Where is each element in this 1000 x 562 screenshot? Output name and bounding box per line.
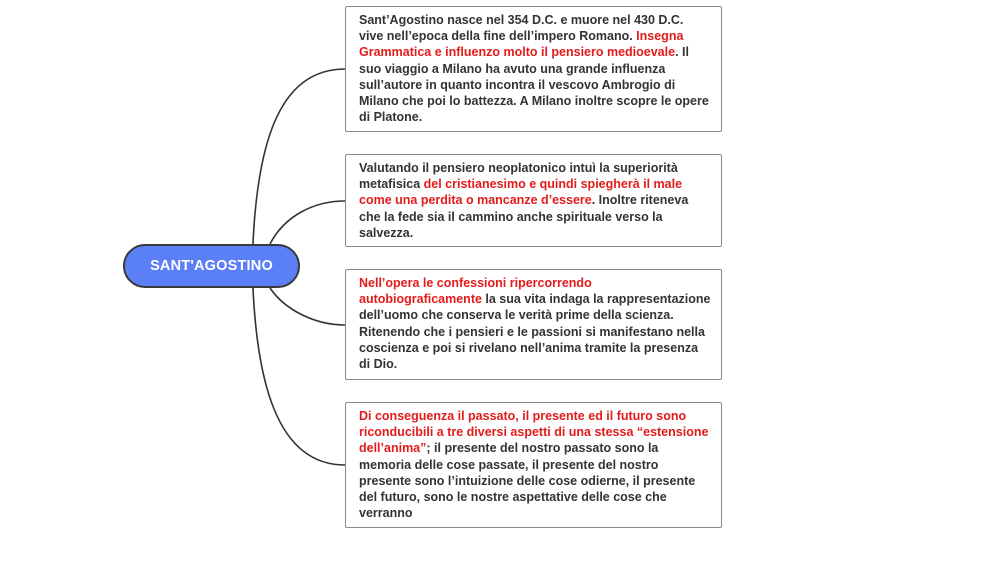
central-topic-node[interactable] [123,244,300,288]
topic-4-highlight: Di conseguenza il passato, il presente ed il futuro sono riconducibili a tre diversi aspetti di una stessa “estensione dell’anima” [359,409,709,456]
topic-2-highlight: del cristianesimo e quindi spiegherà il male come una perdita o mancanze d’essere [359,177,683,208]
topic-1-segment: . Il suo viaggio a Milano ha avuto una grande influenza sull’autore in quanto incontra il vescovo Ambrogio di Milano che poi lo battezza. A Milano inoltre scopre le opere di Platone. [359,45,709,125]
connector-3 [270,288,345,325]
topic-text-2 [359,160,711,241]
topic-text-4 [359,408,711,521]
topic-4-segment: ; il presente del nostro passato sono la memoria delle cose passate, il presente del nostro presente sono l’intuizione delle cose odierne, il presente del futuro, sono le nostre aspettative delle cose che verranno [359,441,696,521]
topic-3-highlight: Nell’opera le confessioni ripercorrendo autobiograficamente [359,276,592,307]
topic-box-3[interactable] [345,269,722,380]
topic-box-2[interactable] [345,154,722,247]
topic-3-segment: la sua vita indaga la rappresentazione dell’uomo che conserva le verità prime della scienza. Ritenendo che i pensieri e le passioni si manifestano nella coscienza e poi si rivelano nell’anima tramite la presenza di Dio. [359,292,711,372]
topic-box-4[interactable] [345,402,722,528]
topic-2-segment: . Inoltre riteneva che la fede sia il cammino anche spirituale verso la salvezza. [359,193,689,240]
connector-2 [270,201,345,244]
topic-1-highlight: Insegna Grammatica e influenzo molto il pensiero medioevale [359,29,684,60]
topic-text-3 [359,275,711,372]
topic-box-1[interactable] [345,6,722,132]
topic-2-segment: Valutando il pensiero neoplatonico intuì la superiorità metafisica [359,161,678,192]
topic-text-1 [359,12,711,125]
topic-1-segment: Sant’Agostino nasce nel 354 D.C. e muore nel 430 D.C. vive nell’epoca della fine dell’impero Romano. [359,13,684,44]
central-topic-label: SANT'AGOSTINO [150,258,273,274]
